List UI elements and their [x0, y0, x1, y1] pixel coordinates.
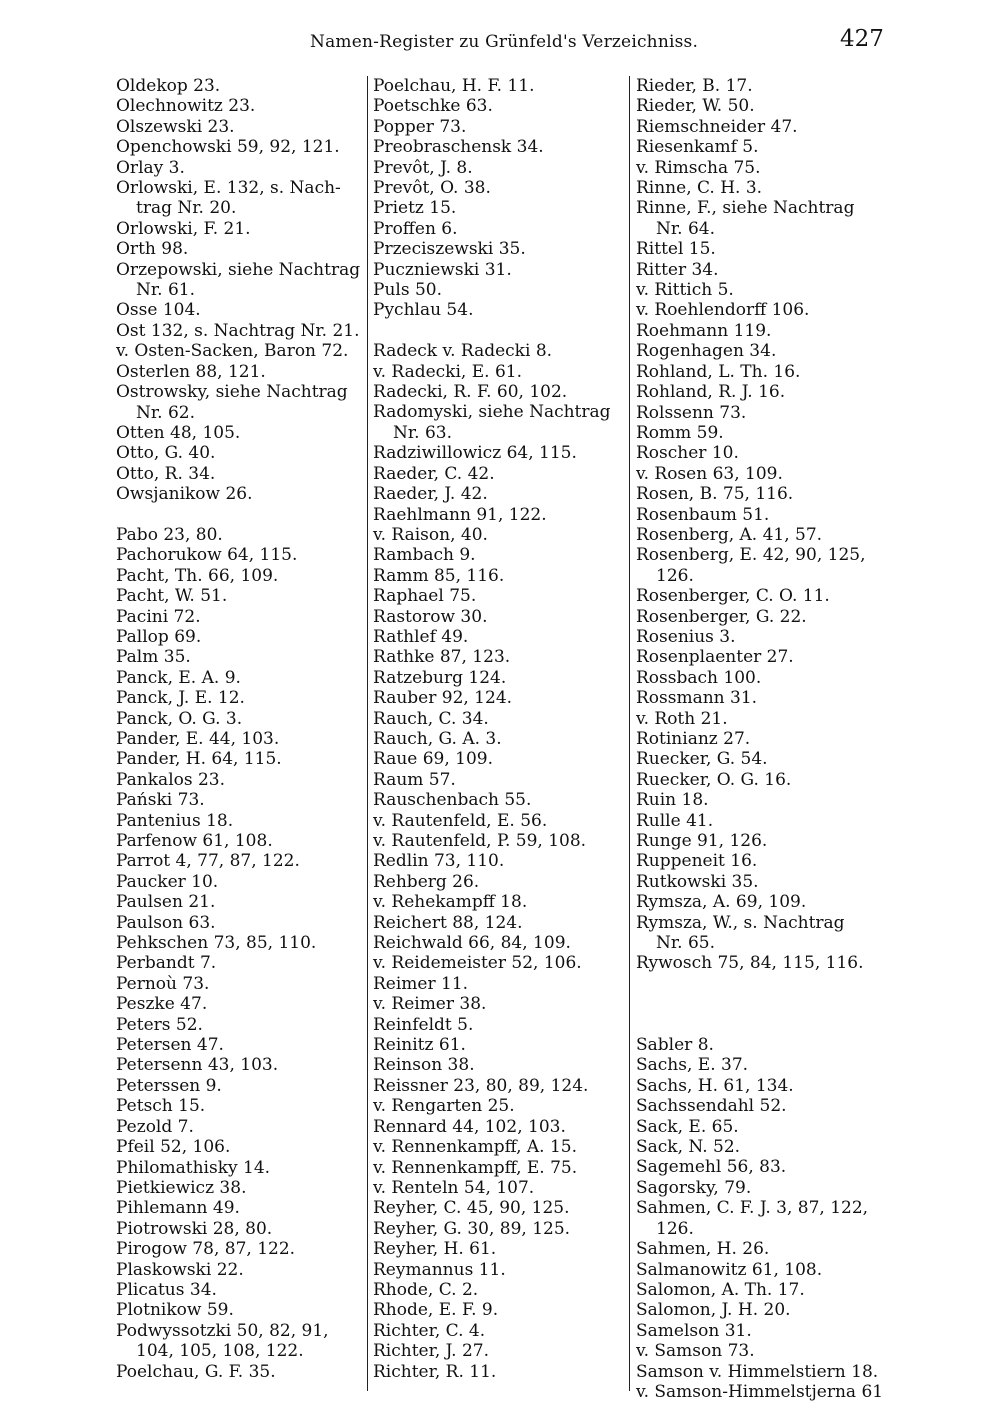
index-entry: Rossmann 31. — [636, 688, 758, 709]
index-entry: Rennard 44, 102, 103. — [373, 1116, 566, 1137]
index-entry: Ruecker, O. G. 16. — [636, 769, 792, 790]
index-entry: v. Radecki, E. 61. — [373, 361, 522, 382]
index-entry: Perbandt 7. — [116, 953, 217, 974]
column-divider — [629, 76, 630, 1391]
index-entry: Rotinianz 27. — [636, 729, 751, 749]
index-entry: Rieder, B. 17. — [636, 76, 753, 96]
index-entry: Rosenberger, C. O. 11. — [636, 586, 830, 607]
index-entry: Reyher, G. 30, 89, 125. — [373, 1218, 571, 1239]
index-entry: v. Reidemeister 52, 106. — [373, 953, 582, 974]
index-entry: Philomathisky 14. — [116, 1157, 271, 1178]
index-entry: Paulsen 21. — [116, 892, 216, 913]
index-entry: Otten 48, 105. — [116, 422, 241, 443]
index-entry: Salomon, A. Th. 17. — [636, 1279, 805, 1300]
index-entry: v. Raison, 40. — [373, 524, 488, 545]
index-entry: Roscher 10. — [636, 443, 739, 464]
index-entry: v. Osten-Sacken, Baron 72. — [116, 341, 349, 362]
index-entry: Runge 91, 126. — [636, 831, 768, 852]
index-entry: Sack, N. 52. — [636, 1137, 741, 1158]
index-entry: Raehlmann 91, 122. — [373, 504, 547, 525]
index-entry: Puczniewski 31. — [373, 259, 512, 280]
index-entry: Rohland, R. J. 16. — [636, 382, 786, 403]
index-entry: v. Rehekampff 18. — [373, 892, 528, 913]
index-entry: Pehkschen 73, 85, 110. — [116, 933, 317, 954]
index-entry: Riemschneider 47. — [636, 116, 798, 137]
index-entry: v. Rennenkampff, A. 15. — [373, 1137, 577, 1158]
index-entry: Parrot 4, 77, 87, 122. — [116, 851, 300, 872]
index-entry: v. Rautenfeld, E. 56. — [373, 810, 548, 831]
index-entry: Petsch 15. — [116, 1096, 206, 1117]
index-entry: Poelchau, G. F. 35. — [116, 1361, 276, 1382]
index-entry: Radecki, R. F. 60, 102. — [373, 382, 568, 403]
index-entry: Panck, O. G. 3. — [116, 708, 243, 729]
index-entry: Prietz 15. — [373, 198, 457, 219]
index-entry: Rauber 92, 124. — [373, 688, 513, 709]
index-entry: Ritter 34. — [636, 259, 719, 280]
index-entry: Redlin 73, 110. — [373, 851, 505, 872]
index-entry: Plotnikow 59. — [116, 1300, 234, 1321]
index-entry: Rauch, C. 34. — [373, 708, 489, 729]
index-entry: Reyher, C. 45, 90, 125. — [373, 1198, 570, 1219]
index-entry: v. Rautenfeld, P. 59, 108. — [373, 831, 587, 852]
index-entry: Reinson 38. — [373, 1055, 475, 1076]
index-column-3 — [636, 76, 886, 1402]
index-entry: Orlay 3. — [116, 157, 185, 178]
index-entry: Rinne, F., siehe Nachtrag — [636, 198, 855, 219]
index-entry: Pander, E. 44, 103. — [116, 728, 280, 749]
index-entry: Pirogow 78, 87, 122. — [116, 1239, 296, 1260]
index-entry: Rastorow 30. — [373, 606, 488, 627]
index-entry: Panck, J. E. 12. — [116, 688, 245, 709]
index-entry: Oldekop 23. — [116, 76, 221, 96]
index-entry: Reimer 11. — [373, 973, 469, 994]
index-entry: Peszke 47. — [116, 994, 208, 1015]
index-column-2 — [373, 76, 623, 1382]
index-entry: Salmanowitz 61, 108. — [636, 1259, 823, 1280]
index-entry-continuation: 126. — [656, 1218, 694, 1239]
index-entry: Przeciszewski 35. — [373, 239, 526, 260]
index-entry: Raeder, C. 42. — [373, 463, 495, 484]
index-entry: Pachorukow 64, 115. — [116, 545, 298, 566]
section-gap — [116, 505, 364, 525]
index-entry: Ruppeneit 16. — [636, 851, 758, 872]
index-entry: Popper 73. — [373, 116, 467, 137]
index-entry: Ost 132, s. Nachtrag Nr. 21. — [116, 320, 360, 341]
index-entry: Pernoù 73. — [116, 973, 210, 994]
index-entry: Pabo 23, 80. — [116, 524, 223, 545]
index-entry: Petersenn 43, 103. — [116, 1055, 279, 1076]
index-entry-continuation: Nr. 64. — [656, 218, 715, 239]
index-entry: Rathke 87, 123. — [373, 647, 511, 668]
index-entry-continuation: trag Nr. 20. — [136, 198, 237, 219]
index-entry: Riesenkamf 5. — [636, 137, 759, 158]
page-number: 427 — [840, 26, 884, 52]
index-entry: Rulle 41. — [636, 810, 714, 831]
index-entry: Ramm 85, 116. — [373, 565, 505, 586]
index-entry: Puls 50. — [373, 280, 442, 301]
index-entry: Raeder, J. 42. — [373, 484, 488, 505]
index-entry: Rosenplaenter 27. — [636, 647, 794, 668]
index-entry: Sahmen, C. F. J. 3, 87, 122, — [636, 1198, 869, 1219]
index-entry: Pacht, Th. 66, 109. — [116, 565, 279, 586]
index-entry-continuation: Nr. 62. — [136, 402, 195, 423]
index-entry: Rymsza, A. 69, 109. — [636, 892, 807, 913]
index-entry-continuation: Nr. 65. — [656, 933, 715, 954]
index-entry: Ruin 18. — [636, 790, 709, 811]
index-entry: Richter, R. 11. — [373, 1361, 497, 1382]
index-entry: Ratzeburg 124. — [373, 667, 507, 688]
index-entry: v. Reimer 38. — [373, 994, 487, 1015]
index-entry: Poelchau, H. F. 11. — [373, 76, 535, 96]
index-entry-continuation: 104, 105, 108, 122. — [136, 1341, 304, 1362]
index-entry: Raum 57. — [373, 769, 456, 790]
index-entry: Rehberg 26. — [373, 871, 480, 892]
index-entry: Samson v. Himmelstiern 18. — [636, 1361, 879, 1382]
index-entry: Rutkowski 35. — [636, 871, 759, 892]
index-entry: Roehmann 119. — [636, 320, 772, 341]
index-entry: Pacht, W. 51. — [116, 586, 228, 607]
index-entry: Sack, E. 65. — [636, 1116, 739, 1137]
index-entry: Orzepowski, siehe Nachtrag — [116, 259, 361, 280]
index-entry: Panck, E. A. 9. — [116, 667, 241, 688]
index-entry: Sahmen, H. 26. — [636, 1239, 770, 1260]
index-entry: Pezold 7. — [116, 1116, 194, 1137]
index-entry: Reinitz 61. — [373, 1035, 466, 1056]
index-entry: Richter, J. 27. — [373, 1341, 490, 1362]
index-entry: Petersen 47. — [116, 1035, 224, 1056]
index-entry: Rambach 9. — [373, 545, 476, 566]
index-entry: Pietkiewicz 38. — [116, 1177, 247, 1198]
index-entry: Rogenhagen 34. — [636, 341, 777, 362]
index-entry-continuation: Nr. 63. — [393, 422, 452, 443]
index-entry: Reymannus 11. — [373, 1259, 506, 1280]
index-entry: Rauschenbach 55. — [373, 790, 532, 811]
index-entry: v. Roth 21. — [636, 708, 728, 729]
index-entry: v. Renteln 54, 107. — [373, 1177, 535, 1198]
index-entry: Paucker 10. — [116, 871, 219, 892]
index-entry: Romm 59. — [636, 422, 724, 443]
index-entry: Rymsza, W., s. Nachtrag — [636, 912, 845, 933]
index-entry: Raue 69, 109. — [373, 749, 494, 770]
index-entry: Prevôt, J. 8. — [373, 157, 473, 178]
index-entry: Rathlef 49. — [373, 626, 469, 647]
page-header — [0, 26, 1000, 62]
index-entry: Parfenow 61, 108. — [116, 831, 273, 852]
index-entry: Palm 35. — [116, 647, 191, 668]
index-entry: Radeck v. Radecki 8. — [373, 341, 553, 362]
index-entry: Rosenberg, A. 41, 57. — [636, 524, 823, 545]
index-entry: Reyher, H. 61. — [373, 1239, 497, 1260]
index-entry: Sabler 8. — [636, 1035, 714, 1056]
index-entry: Ostrowsky, siehe Nachtrag — [116, 382, 348, 403]
index-entry: Pallop 69. — [116, 626, 202, 647]
index-entry: Reinfeldt 5. — [373, 1014, 474, 1035]
index-entry: Pacini 72. — [116, 606, 201, 627]
index-entry: Rossbach 100. — [636, 667, 762, 688]
section-gap — [636, 994, 886, 1014]
index-entry: Rolssenn 73. — [636, 402, 747, 423]
index-entry: Proffen 6. — [373, 218, 458, 239]
index-entry: Rhode, E. F. 9. — [373, 1300, 499, 1321]
index-entry: Sachs, E. 37. — [636, 1055, 749, 1076]
index-entry: v. Rittich 5. — [636, 280, 734, 301]
index-entry: Rhode, C. 2. — [373, 1279, 479, 1300]
index-entry: Rieder, W. 50. — [636, 96, 755, 117]
index-entry: Olechnowitz 23. — [116, 96, 256, 117]
index-entry: Rosenbaum 51. — [636, 504, 770, 525]
index-entry: Samelson 31. — [636, 1320, 752, 1341]
index-column-1 — [116, 76, 364, 1382]
index-entry: Salomon, J. H. 20. — [636, 1300, 791, 1321]
index-entry: Podwyssotzki 50, 82, 91, — [116, 1320, 329, 1341]
index-entry: Preobraschensk 34. — [373, 137, 544, 158]
running-title: Namen-Register zu Grünfeld's Verzeichniss. — [310, 32, 699, 52]
index-entry: Rinne, C. H. 3. — [636, 178, 763, 199]
index-entry: Pychlau 54. — [373, 300, 474, 321]
index-entry: Rauch, G. A. 3. — [373, 728, 502, 749]
index-entry: Radziwillowicz 64, 115. — [373, 443, 577, 464]
index-entry: Reichert 88, 124. — [373, 912, 523, 933]
index-entry: Rosenberger, G. 22. — [636, 606, 807, 627]
index-entry: Plicatus 34. — [116, 1279, 217, 1300]
index-entry: v. Rennenkampff, E. 75. — [373, 1157, 578, 1178]
index-entry: Rosenius 3. — [636, 626, 736, 647]
index-entry-continuation: Nr. 61. — [136, 280, 195, 301]
index-entry: Reichwald 66, 84, 109. — [373, 933, 571, 954]
index-entry: v. Roehlendorff 106. — [636, 300, 810, 321]
index-entry: Rosen, B. 75, 116. — [636, 484, 794, 505]
index-entry: Rosenberg, E. 42, 90, 125, — [636, 545, 866, 566]
index-entry: Sachssendahl 52. — [636, 1096, 787, 1117]
index-entry: Peterssen 9. — [116, 1075, 222, 1096]
index-entry: Sagemehl 56, 83. — [636, 1157, 787, 1178]
index-entry: Pihlemann 49. — [116, 1198, 240, 1219]
index-entry: Rywosch 75, 84, 115, 116. — [636, 953, 864, 974]
index-entry-continuation: 126. — [656, 565, 694, 586]
index-entry: Raphael 75. — [373, 586, 477, 607]
index-entry: Rittel 15. — [636, 239, 716, 260]
section-gap — [636, 974, 886, 994]
index-entry: Sachs, H. 61, 134. — [636, 1075, 794, 1096]
index-entry: Otto, G. 40. — [116, 443, 216, 464]
index-entry: v. Rosen 63, 109. — [636, 463, 783, 484]
column-divider — [367, 76, 368, 1391]
index-entry: Orth 98. — [116, 239, 189, 260]
index-entry: Pfeil 52, 106. — [116, 1137, 231, 1158]
index-entry: Prevôt, O. 38. — [373, 178, 491, 199]
index-entry: Piotrowski 28, 80. — [116, 1218, 273, 1239]
index-entry: Openchowski 59, 92, 121. — [116, 137, 340, 158]
index-entry: v. Rimscha 75. — [636, 157, 761, 178]
index-entry: Ruecker, G. 54. — [636, 749, 768, 770]
index-entry: v. Samson 73. — [636, 1341, 755, 1362]
index-entry: Poetschke 63. — [373, 96, 493, 117]
index-entry: Plaskowski 22. — [116, 1259, 244, 1280]
index-entry: Otto, R. 34. — [116, 463, 216, 484]
index-entry: Orlowski, F. 21. — [116, 218, 251, 239]
index-entry: Reissner 23, 80, 89, 124. — [373, 1075, 589, 1096]
index-entry: Pantenius 18. — [116, 810, 234, 831]
index-entry: Osse 104. — [116, 300, 201, 321]
index-entry: Rohland, L. Th. 16. — [636, 361, 801, 382]
index-entry: Paulson 63. — [116, 912, 216, 933]
index-entry: Sagorsky, 79. — [636, 1177, 752, 1198]
section-gap — [636, 1015, 886, 1035]
index-entry: v. Samson-Himmelstjerna 61 — [636, 1381, 884, 1402]
index-entry: Pankalos 23. — [116, 769, 226, 790]
index-entry: Osterlen 88, 121. — [116, 361, 266, 382]
index-entry: Pander, H. 64, 115. — [116, 749, 282, 770]
section-gap — [373, 321, 623, 341]
index-entry: Richter, C. 4. — [373, 1320, 486, 1341]
index-entry: Orlowski, E. 132, s. Nach- — [116, 178, 341, 199]
index-entry: Radomyski, siehe Nachtrag — [373, 402, 611, 423]
index-entry: Olszewski 23. — [116, 116, 235, 137]
index-entry: v. Rengarten 25. — [373, 1096, 515, 1117]
index-entry: Owsjanikow 26. — [116, 484, 253, 505]
index-entry: Peters 52. — [116, 1014, 203, 1035]
index-entry: Pański 73. — [116, 790, 205, 811]
